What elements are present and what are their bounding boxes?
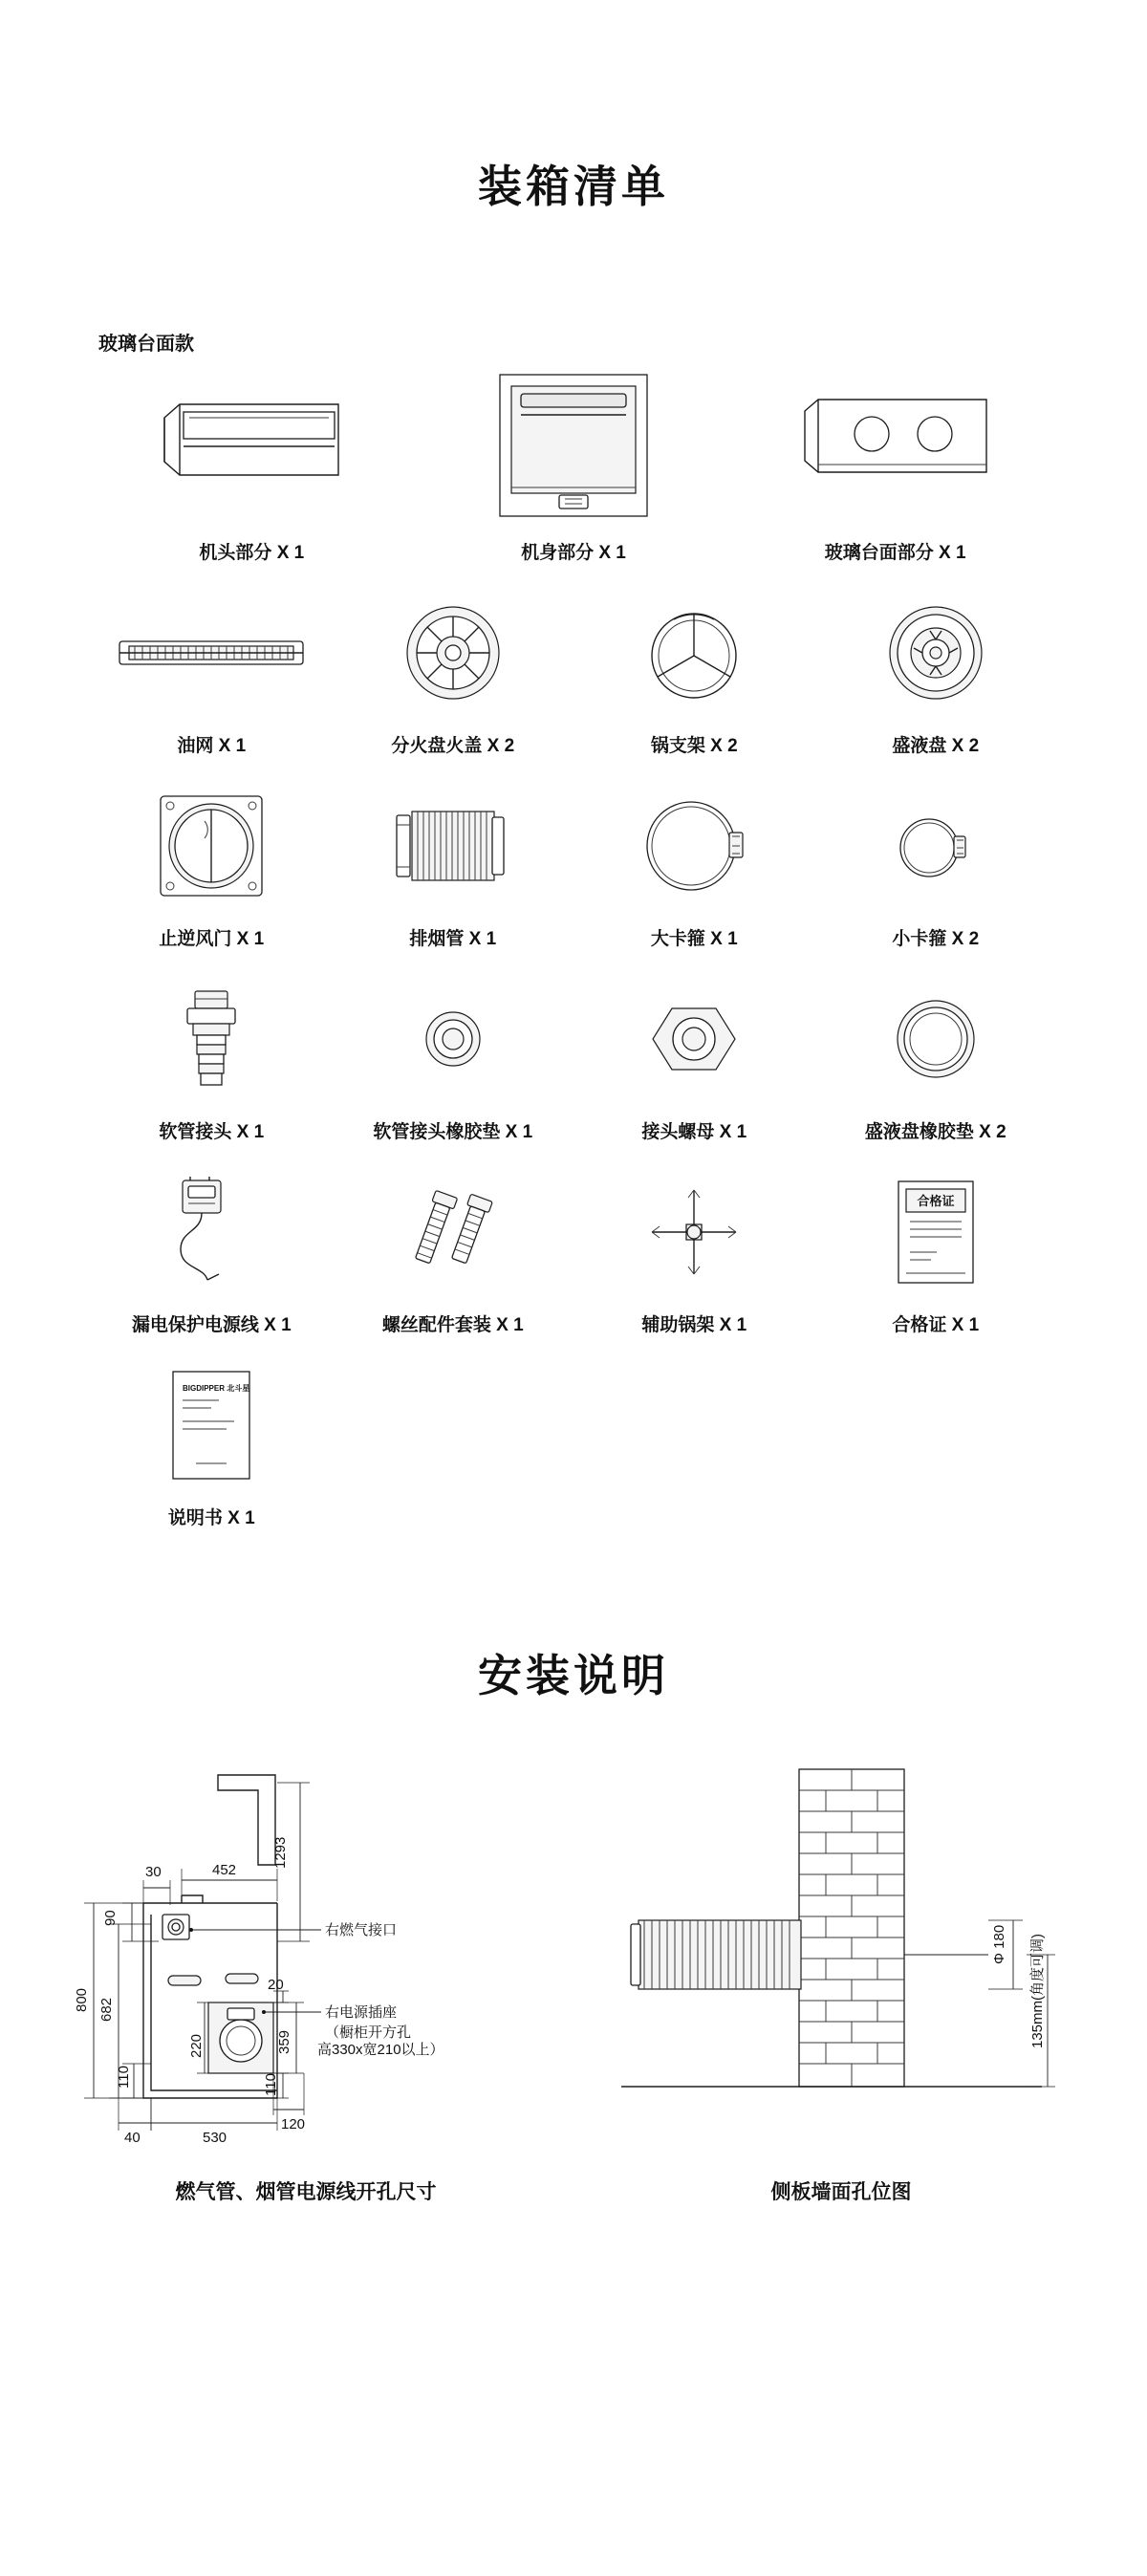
svg-text:800: 800 — [74, 1988, 90, 2013]
pot-rack-icon — [574, 589, 815, 718]
list-item-label: 排烟管 X 1 — [409, 928, 497, 949]
connector-nut-icon — [574, 975, 815, 1104]
svg-text:40: 40 — [124, 2130, 141, 2147]
small-clamp-icon — [815, 782, 1057, 911]
large-clamp-icon — [574, 782, 815, 911]
list-item-label: 机身部分 X 1 — [521, 542, 626, 563]
burner-cap-icon — [333, 589, 574, 718]
list-item — [91, 782, 333, 950]
list-item-label: 小卡箍 X 2 — [892, 928, 980, 949]
glass-cooktop-icon — [734, 367, 1056, 525]
svg-text:135mm(角度可调): 135mm(角度可调) — [1029, 1934, 1046, 2049]
tray-gasket-icon — [815, 975, 1057, 1104]
install-title: 安装说明 — [478, 1650, 669, 1700]
packing-list-section — [0, 328, 1147, 1554]
list-item-label: 大卡箍 X 1 — [650, 928, 738, 949]
hose-gasket-icon — [333, 975, 574, 1104]
list-item — [91, 589, 333, 757]
list-item — [574, 782, 815, 950]
list-item — [574, 589, 815, 757]
list-item — [413, 367, 735, 564]
list-item — [91, 1361, 333, 1529]
svg-text:110: 110 — [263, 2073, 279, 2097]
svg-text:BIGDIPPER 北斗星: BIGDIPPER 北斗星 — [183, 1384, 250, 1394]
list-item — [333, 975, 574, 1143]
install-drawings — [0, 1733, 1147, 2205]
svg-text:90: 90 — [102, 1910, 119, 1927]
list-item-label: 盛液盘 X 2 — [892, 735, 980, 756]
front-view-caption: 燃气管、烟管电源线开孔尺寸 — [175, 2181, 437, 2204]
hose-connector-icon — [91, 975, 333, 1104]
list-item-label: 机头部分 X 1 — [199, 542, 305, 563]
svg-text:220: 220 — [188, 2034, 205, 2059]
exhaust-duct-icon — [333, 782, 574, 911]
list-item — [91, 1168, 333, 1336]
list-item-label: 分火盘火盖 X 2 — [391, 735, 515, 756]
list-item — [333, 1168, 574, 1336]
cabinet-body-icon — [413, 367, 735, 525]
power-cord-icon — [91, 1168, 333, 1297]
list-item-label: 止逆风门 X 1 — [159, 928, 265, 949]
list-item — [815, 782, 1057, 950]
packing-accessory-grid — [91, 589, 1056, 1361]
svg-text:359: 359 — [276, 2030, 292, 2055]
svg-text:合格证: 合格证 — [917, 1194, 955, 1209]
certificate-icon — [815, 1168, 1057, 1297]
svg-text:20: 20 — [268, 1977, 284, 1994]
front-view-drawing — [38, 1762, 574, 2205]
list-item — [333, 589, 574, 757]
svg-text:682: 682 — [98, 1998, 115, 2023]
svg-text:120: 120 — [281, 2116, 306, 2133]
svg-text:Φ 180: Φ 180 — [991, 1925, 1007, 1965]
list-item-label: 盛液盘橡胶垫 X 2 — [864, 1121, 1006, 1142]
list-item — [815, 589, 1057, 757]
list-item — [91, 975, 333, 1143]
list-item-label: 漏电保护电源线 X 1 — [131, 1314, 292, 1335]
list-item-label: 油网 X 1 — [177, 735, 247, 756]
drip-tray-icon — [815, 589, 1057, 718]
side-wall-caption: 侧板墙面孔位图 — [770, 2181, 912, 2204]
check-valve-icon — [91, 782, 333, 911]
list-item-label: 玻璃台面部分 X 1 — [824, 542, 966, 563]
list-item-label: 锅支架 X 2 — [650, 735, 738, 756]
svg-text:高330x宽210以上）: 高330x宽210以上） — [317, 2042, 444, 2059]
product-spec-page — [0, 30, 1147, 2576]
list-item-label: 辅助锅架 X 1 — [641, 1314, 747, 1335]
svg-text:1293: 1293 — [272, 1837, 289, 1870]
range-hood-head-icon — [91, 367, 413, 525]
svg-text:30: 30 — [145, 1864, 162, 1881]
screw-kit-icon — [333, 1168, 574, 1297]
list-item-label: 螺丝配件套装 X 1 — [381, 1314, 524, 1335]
svg-text:530: 530 — [203, 2130, 227, 2147]
packing-list-title: 装箱清单 — [478, 161, 669, 211]
list-item-label: 说明书 X 1 — [167, 1507, 255, 1528]
page-bottom-space — [0, 2205, 1147, 2320]
list-item — [815, 975, 1057, 1143]
list-item — [333, 782, 574, 950]
list-item — [574, 1168, 815, 1336]
auxiliary-rack-icon — [574, 1168, 815, 1297]
list-item-label: 软管接头橡胶垫 X 1 — [373, 1121, 533, 1142]
side-wall-drawing — [574, 1762, 1109, 2205]
list-item — [734, 367, 1056, 564]
packing-subtitle: 玻璃台面款 — [98, 333, 194, 355]
list-item — [574, 975, 815, 1143]
packing-row-manual — [91, 1361, 1056, 1554]
list-item — [815, 1168, 1057, 1336]
manual-icon — [91, 1361, 333, 1490]
list-item-label: 合格证 X 1 — [892, 1314, 980, 1335]
packing-row-major — [91, 367, 1056, 589]
svg-text:110: 110 — [116, 2066, 132, 2089]
list-item-label: 软管接头 X 1 — [159, 1121, 265, 1142]
svg-text:（橱柜开方孔: （橱柜开方孔 — [325, 2024, 412, 2042]
svg-text:452: 452 — [212, 1862, 237, 1879]
list-item — [91, 367, 413, 564]
annotation-power-socket: 右电源插座 — [325, 2004, 398, 2022]
list-item-label: 接头螺母 X 1 — [641, 1121, 747, 1142]
oil-mesh-icon — [91, 589, 333, 718]
annotation-gas-port: 右燃气接口 — [325, 1922, 398, 1939]
